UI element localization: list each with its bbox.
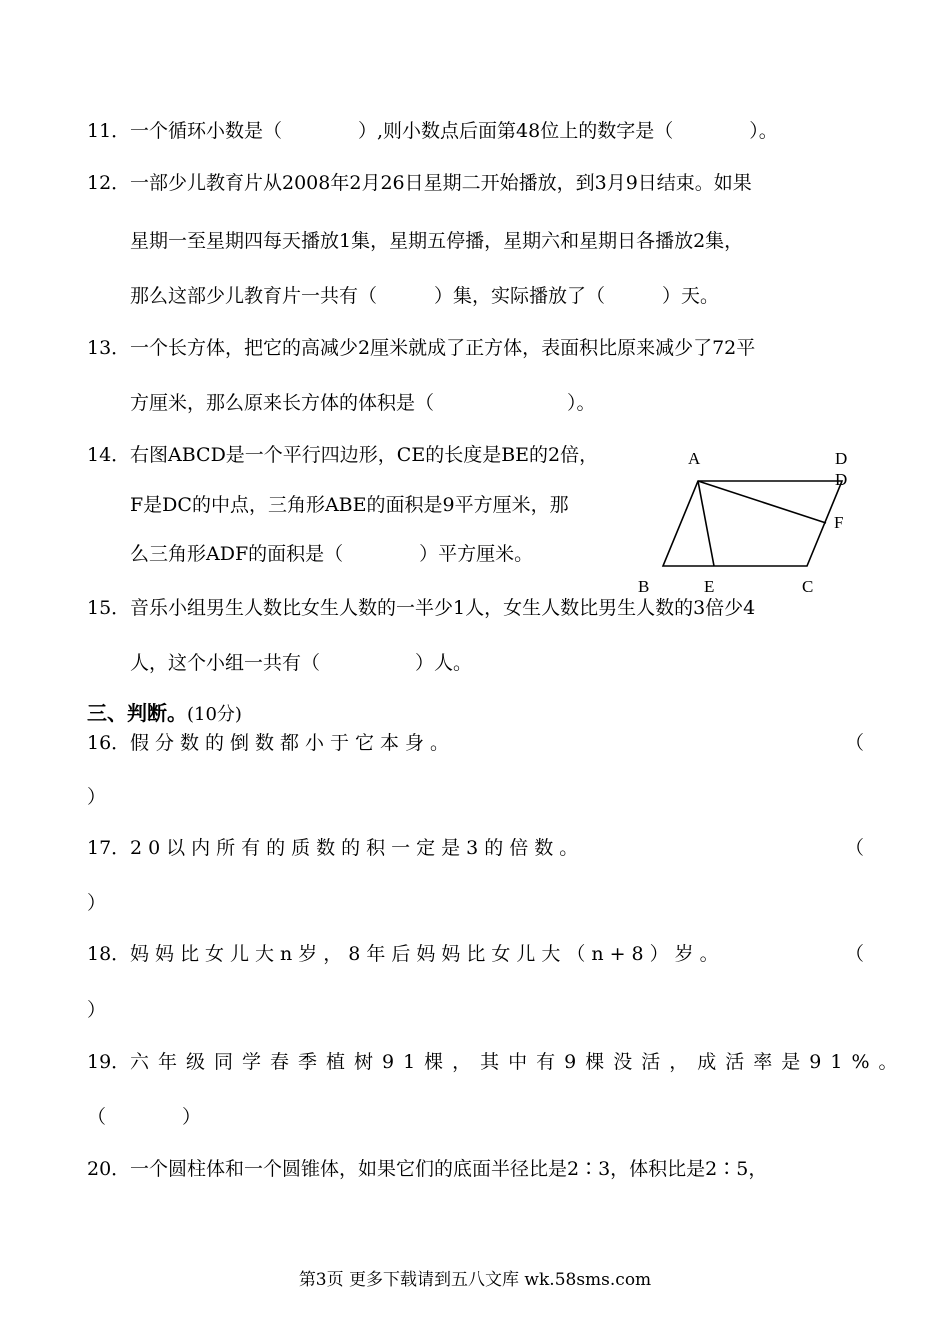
judgment-text: 六年级同学春季植树91棵，其中有9棵没活，成活率是91%。: [130, 1051, 907, 1073]
question-text: 音乐小组男生人数比女生人数的一半少1人，女生人数比男生人数的3倍少4: [130, 597, 756, 619]
question-12-line-3: 那么这部少儿教育片一共有（ ）集，实际播放了（ ）天。: [130, 285, 720, 307]
question-number: 17．: [87, 837, 131, 859]
label-a: A: [688, 449, 701, 468]
label-f: F: [834, 513, 844, 532]
question-number: 19．: [87, 1051, 131, 1073]
question-text: 右图ABCD是一个平行四边形，CE的长度是BE的2倍，: [130, 444, 599, 466]
judgment-text: 假分数的倒数都小于它本身。: [130, 732, 456, 754]
question-13: [87, 336, 755, 360]
answer-paren-open: （: [844, 732, 864, 754]
segment-ae: [698, 481, 714, 566]
question-number: 20．: [87, 1158, 131, 1180]
judgment-17: [87, 836, 584, 860]
answer-paren-open: （: [844, 943, 864, 965]
judgment-19: [87, 1050, 907, 1074]
question-number: 15．: [87, 597, 131, 619]
question-11: [87, 119, 778, 143]
section-points: (10分): [187, 704, 242, 725]
question-15: [87, 596, 755, 620]
judgment-text: 20以内所有的质数的积一定是3的倍数。: [130, 837, 585, 859]
question-14-line-3: 么三角形ADF的面积是（ ）平方厘米。: [130, 543, 534, 565]
question-text: 一个长方体，把它的高减少2厘米就成了正方体，表面积比原来减少了72平: [130, 337, 756, 359]
question-15-line-2: 人，这个小组一共有（ ）人。: [130, 652, 473, 674]
judgment-16: [87, 731, 455, 755]
judgment-text: 一个圆柱体和一个圆锥体，如果它们的底面半径比是2∶3，体积比是2∶5，: [130, 1158, 768, 1180]
section-title: 三、判断。: [87, 701, 187, 725]
answer-paren: （ ）: [87, 1106, 202, 1128]
answer-paren-open: （: [844, 837, 864, 859]
question-13-line-2: 方厘米，那么原来长方体的体积是（ ）。: [130, 392, 596, 414]
answer-paren-close: ）: [87, 786, 107, 808]
question-12: [87, 171, 752, 195]
parallelogram-abcd: [663, 481, 842, 566]
question-14-line-2: F是DC的中点，三角形ABE的面积是9平方厘米，那: [130, 494, 569, 516]
label-b: B: [638, 577, 650, 596]
judgment-20: [87, 1157, 767, 1181]
question-text: 一部少儿教育片从2008年2月26日星期二开始播放，到3月9日结束。如果: [130, 172, 752, 194]
label-d-duplicate: D: [835, 470, 848, 489]
judgment-18: [87, 942, 725, 966]
segment-af: [698, 481, 826, 523]
question-number: 12．: [87, 172, 131, 194]
answer-paren-close: ）: [87, 892, 107, 914]
question-text: 一个循环小数是（ ）,则小数点后面第48位上的数字是（ ）。: [130, 120, 778, 142]
question-number: 14．: [87, 444, 131, 466]
question-number: 16．: [87, 732, 131, 754]
answer-paren-close: ）: [87, 999, 107, 1021]
page-footer: 第3页 更多下载请到五八文库 wk.58sms.com: [298, 1270, 652, 1290]
parallelogram-figure: [630, 440, 870, 600]
judgment-text: 妈妈比女儿大n岁，8年后妈妈比女儿大（n+8）岁。: [130, 943, 725, 965]
label-d: D: [835, 449, 848, 468]
question-number: 13．: [87, 337, 131, 359]
question-14: [87, 443, 598, 467]
question-number: 18．: [87, 943, 131, 965]
label-e: E: [704, 577, 715, 596]
question-12-line-2: 星期一至星期四每天播放1集，星期五停播，星期六和星期日各播放2集，: [130, 230, 744, 252]
section-heading: [87, 700, 242, 728]
label-c: C: [802, 577, 814, 596]
question-number: 11．: [87, 120, 131, 142]
